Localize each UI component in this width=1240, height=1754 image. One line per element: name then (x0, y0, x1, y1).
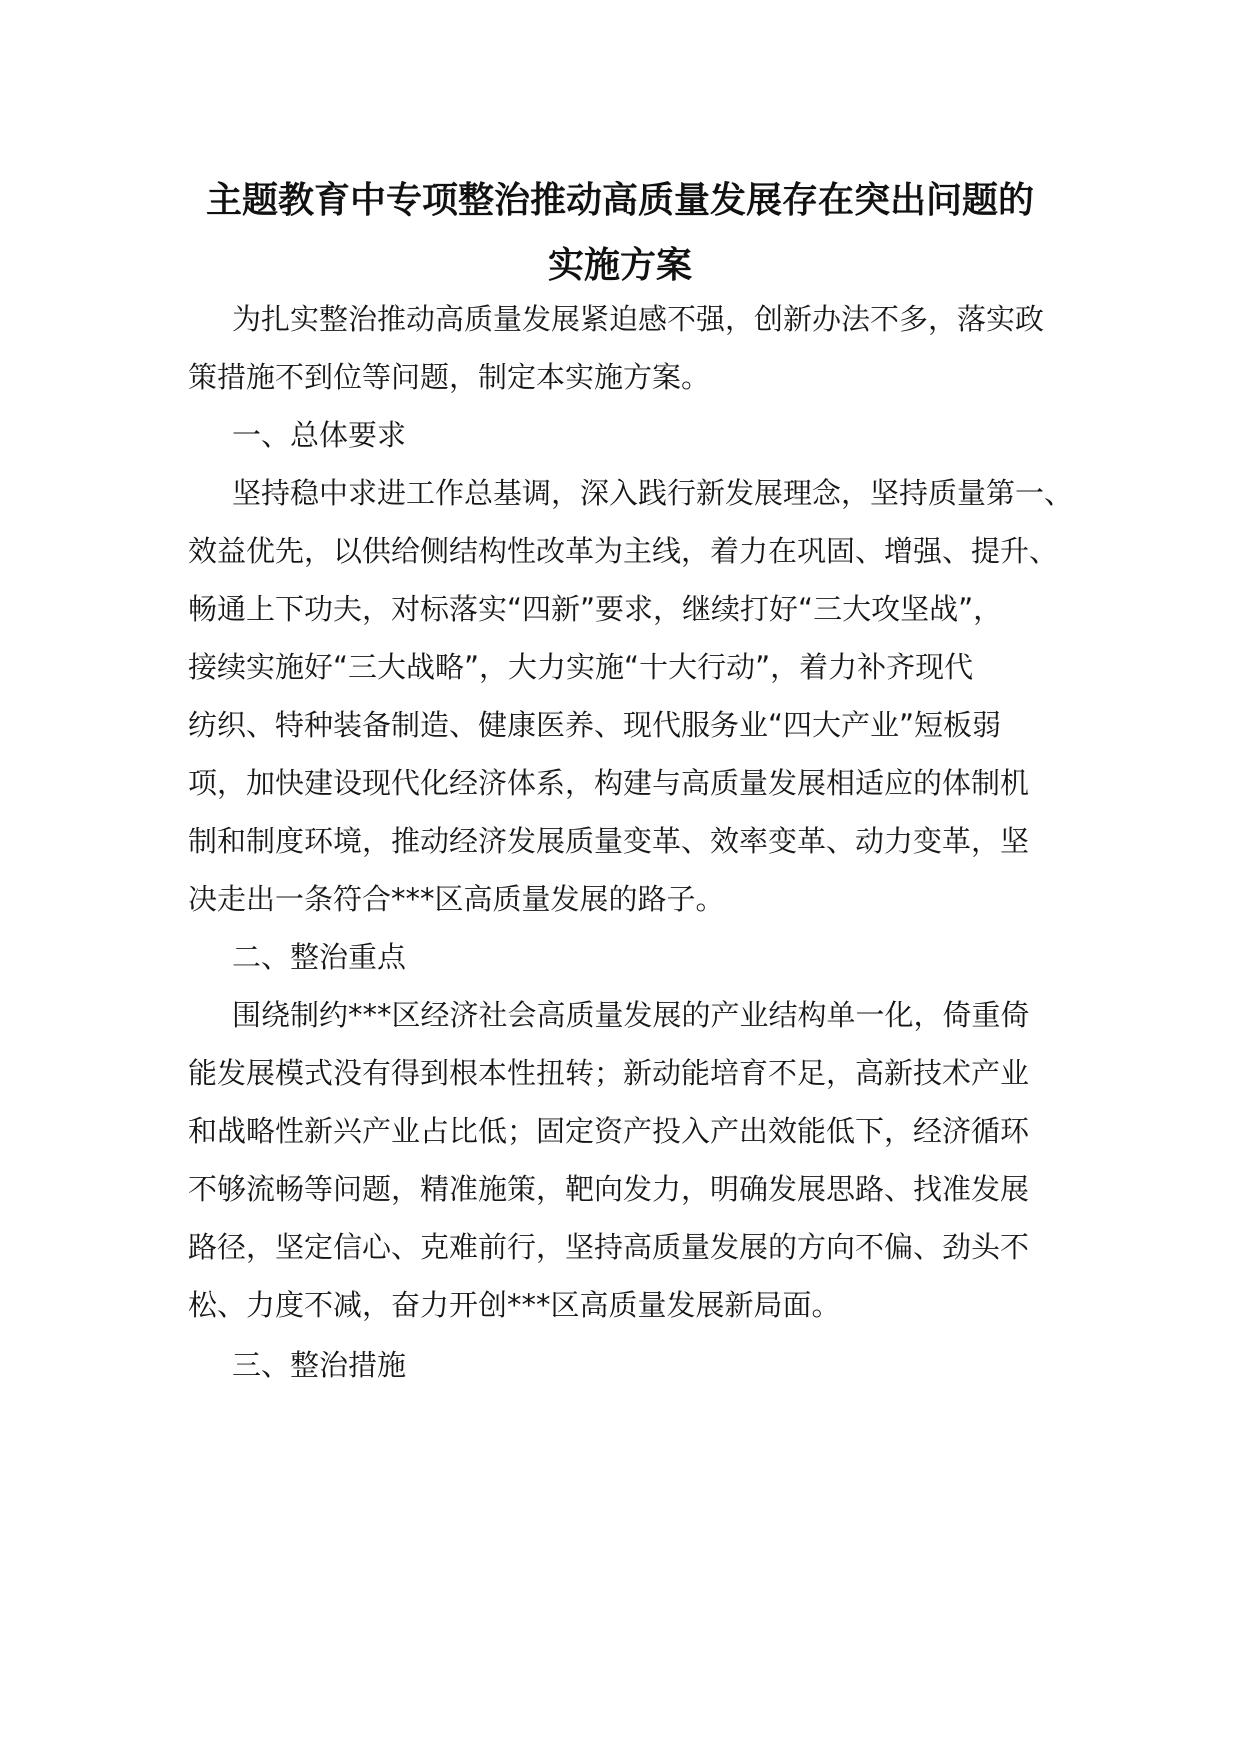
paragraph-key-issues-line-4: 不够流畅等问题，精准施策，靶向发力，明确发展思路、找准发展 (188, 1172, 1030, 1206)
paragraph-requirements-line-2: 效益优先，以供给侧结构性改革为主线，着力在巩固、增强、提升、 (188, 534, 1059, 568)
paragraph-intro-line-2: 策措施不到位等问题，制定本实施方案。 (188, 360, 711, 394)
paragraph-requirements-line-5: 纺织、特种装备制造、健康医养、现代服务业“四大产业”短板弱 (188, 708, 1002, 742)
paragraph-intro-line-1: 为扎实整治推动高质量发展紧迫感不强，创新办法不多，落实政 (232, 302, 1045, 336)
paragraph-requirements-line-6: 项，加快建设现代化经济体系，构建与高质量发展相适应的体制机 (188, 766, 1030, 800)
document-title-line-2: 实施方案 (547, 244, 692, 286)
paragraph-key-issues-line-2: 能发展模式没有得到根本性扭转；新动能培育不足，高新技术产业 (188, 1056, 1030, 1090)
paragraph-requirements-line-8: 决走出一条符合***区高质量发展的路子。 (188, 882, 725, 916)
section-heading-general-requirements: 一、总体要求 (232, 418, 407, 452)
paragraph-requirements-line-3: 畅通上下功夫，对标落实“四新”要求，继续打好“三大攻坚战”， (188, 592, 1003, 626)
paragraph-key-issues-line-1: 围绕制约***区经济社会高质量发展的产业结构单一化，倚重倚 (232, 998, 1030, 1032)
paragraph-requirements-line-1: 坚持稳中求进工作总基调，深入践行新发展理念，坚持质量第一、 (232, 476, 1074, 510)
paragraph-key-issues-line-3: 和战略性新兴产业占比低；固定资产投入产出效能低下，经济循环 (188, 1114, 1030, 1148)
section-heading-measures: 三、整治措施 (232, 1348, 407, 1382)
paragraph-key-issues-line-6: 松、力度不减，奋力开创***区高质量发展新局面。 (188, 1288, 841, 1322)
paragraph-requirements-line-4: 接续实施好“三大战略”，大力实施“十大行动”，着力补齐现代 (188, 650, 974, 684)
paragraph-key-issues-line-5: 路径，坚定信心、克难前行，坚持高质量发展的方向不偏、劲头不 (188, 1230, 1030, 1264)
section-heading-key-issues: 二、整治重点 (232, 940, 407, 974)
document-title-line-1: 主题教育中专项整治推动高质量发展存在突出问题的 (205, 179, 1034, 221)
paragraph-requirements-line-7: 制和制度环境，推动经济发展质量变革、效率变革、动力变革，坚 (188, 824, 1030, 858)
